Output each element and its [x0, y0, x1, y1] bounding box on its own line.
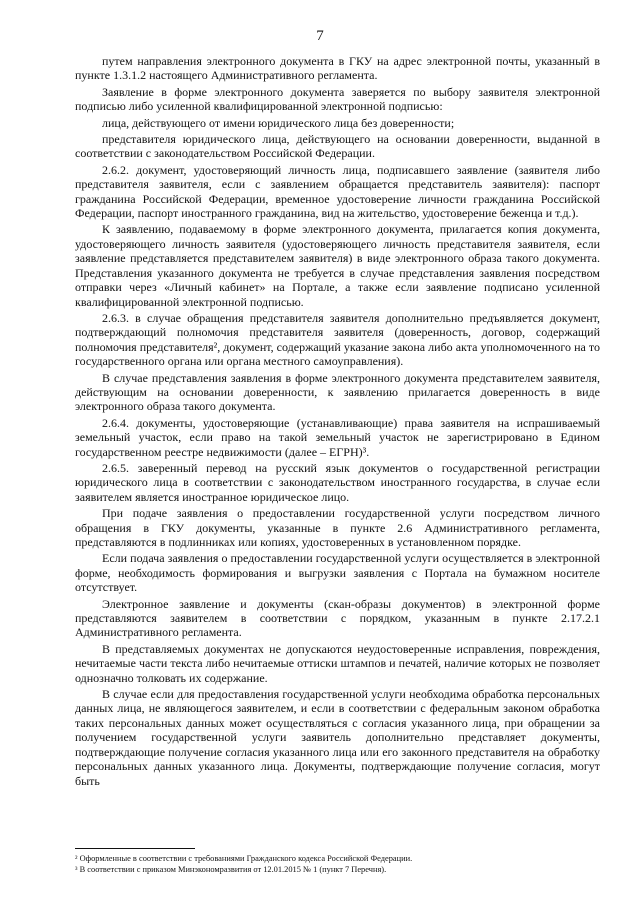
paragraph: 2.6.3. в случае обращения представителя заявителя дополнительно предъявляется документ, подтверждающий полномочия представителя заявителя (доверенность, договор, содержащий полномочия представителя², документ, содержащий указание закона либо акта уполномоченного на то государственного органа или органа местного самоуправления).: [75, 310, 600, 369]
paragraph: В случае если для предоставления государственной услуги необходима обработка персональных данных лица, не являющегося заявителем, и если в соответствии с федеральным законом обработка таких персональных данных может осуществляться с согласия указанного лица, при обращении за получением государственной услуги заявитель дополнительно представляет документы, подтверждающие получение согласия указанного лица или его законного представителя на обработку персональных данных указанного лица. Документы, подтверждающие получение согласия, могут быть: [75, 687, 600, 788]
paragraph: 2.6.2. документ, удостоверяющий личность лица, подписавшего заявление (заявителя либо представителя заявителя, если с заявлением обращается представитель заявителя): паспорт гражданина Российской Федерации, временное удостоверение личности гражданина Российской Федерации, паспорт иностранного гражданина, вид на жительство, удостоверение беженца и т.д.).: [75, 162, 600, 221]
paragraph: путем направления электронного документа в ГКУ на адрес электронной почты, указанный в пункте 1.3.1.2 настоящего Административного регламента.: [75, 54, 600, 83]
paragraph: Заявление в форме электронного документа заверяется по выбору заявителя электронной подписью либо усиленной квалифицированной электронной подписью:: [75, 84, 600, 114]
paragraph: 2.6.5. заверенный перевод на русский язык документов о государственной регистрации юридического лица в соответствии с законодательством иностранного государства, в случае если заявителем является иностранное юридическое лицо.: [75, 460, 600, 504]
paragraph: При подаче заявления о предоставлении государственной услуги посредством личного обращения в ГКУ документы, указанные в пункте 2.6 Административного регламента, представляются в подлинниках или копиях, удостоверенных в установленном порядке.: [75, 506, 600, 549]
footnote-divider: [75, 848, 195, 849]
paragraph: В представляемых документах не допускаются неудостоверенные исправления, повреждения, нечитаемые части текста либо нечитаемые оттиски штампов и печатей, наличие которых не позволяет однозначно толковать их содержание.: [75, 641, 600, 685]
footnotes: [75, 853, 600, 875]
paragraph: лица, действующего от имени юридического лица без доверенности;: [102, 115, 455, 130]
paragraph: К заявлению, подаваемому в форме электронного документа, прилагается копия документа, удостоверяющего личность заявителя (удостоверяющего личность представителя заявителя, если заявление представляется представителем заявителя) в виде электронного образа такого документа. Представления указанного документа не требуется в случае представления заявления посредством отправки через «Личный кабинет» на Портале, а также если заявление подписано усиленной квалифицированной электронной подписью.: [75, 222, 600, 309]
paragraph: представителя юридического лица, действующего на основании доверенности, выданной в соответствии с законодательством Российской Федерации.: [75, 132, 600, 161]
paragraph: Электронное заявление и документы (скан-образы документов) в электронной форме представляются заявителем в соответствии с порядком, указанным в пункте 2.17.2.1 Административного регламента.: [75, 596, 600, 640]
paragraph: 2.6.4. документы, удостоверяющие (устанавливающие) права заявителя на испрашиваемый земельный участок, если право на такой земельный участок не зарегистрировано в Едином государственном реестре недвижимости (далее – ЕГРН)³.: [75, 415, 600, 459]
body-text: [75, 54, 600, 790]
footnote: ³ В соответствии с приказом Минэкономразвития от 12.01.2015 № 1 (пункт 7 Перечня).: [75, 865, 387, 874]
paragraph: В случае представления заявления в форме электронного документа представителем заявителя, действующим на основании доверенности, к заявлению прилагается доверенность в виде электронного образа такого документа.: [75, 370, 600, 414]
footnote: ² Оформленные в соответствии с требованиями Гражданского кодекса Российской Федерации.: [75, 854, 413, 863]
page-number: 7: [316, 28, 324, 44]
paragraph: Если подача заявления о предоставлении государственной услуги осуществляется в электронной форме, необходимость формирования и выгрузки заявления с Портала на бумажном носителе отсутствует.: [75, 551, 600, 595]
